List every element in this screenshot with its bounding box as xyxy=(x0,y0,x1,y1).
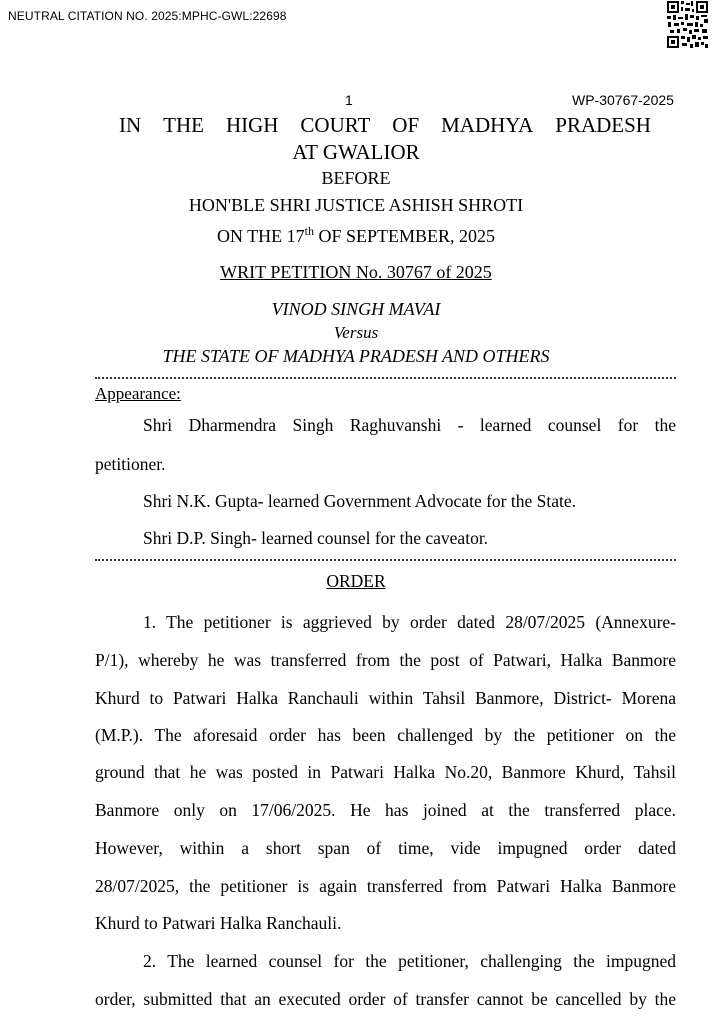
judge-name: HON'BLE SHRI JUSTICE ASHISH SHROTI xyxy=(188,195,524,215)
court-title xyxy=(119,113,651,138)
court-title-word: HIGH xyxy=(225,113,279,137)
dotted-divider xyxy=(95,377,676,379)
date-suffix: OF SEPTEMBER, 2025 xyxy=(313,226,496,246)
order-para1-line: 28/07/2025, the petitioner is again transferred from Patwari Halka Banmore xyxy=(95,876,676,896)
versus-label: Versus xyxy=(333,323,379,342)
petitioner-name: VINOD SINGH MAVAI xyxy=(271,299,441,319)
order-para1-line: Banmore only on 17/06/2025. He has joined at the transferred place. xyxy=(95,800,676,820)
petition-number: WRIT PETITION No. 30767 of 2025 xyxy=(220,262,492,282)
order-para2-line: 2. The learned counsel for the petitioner, challenging the impugned xyxy=(143,951,676,971)
order-para1-line: (M.P.). The aforesaid order has been challenged by the petitioner on the xyxy=(95,725,676,745)
appearance-counsel-petitioner: Shri Dharmendra Singh Raghuvanshi - learned counsel for the xyxy=(143,415,676,435)
order-heading: ORDER xyxy=(326,571,386,591)
dotted-divider xyxy=(95,559,676,561)
order-para2-line: order, submitted that an executed order of transfer cannot be cancelled by the xyxy=(95,989,676,1009)
hearing-date xyxy=(0,224,712,247)
before-label: BEFORE xyxy=(321,168,391,188)
court-title-word: COURT xyxy=(300,113,371,137)
court-location: AT GWALIOR xyxy=(292,140,420,164)
appearance-counsel-state: Shri N.K. Gupta- learned Government Advocate for the State. xyxy=(143,491,576,511)
appearance-counsel-petitioner-cont: petitioner. xyxy=(95,454,166,474)
neutral-citation: NEUTRAL CITATION NO. 2025:MPHC-GWL:22698 xyxy=(8,9,287,23)
order-para1-line: ground that he was posted in Patwari Halka No.20, Banmore Khurd, Tahsil xyxy=(95,762,676,782)
order-para1-line: P/1), whereby he was transferred from the post of Patwari, Halka Banmore xyxy=(95,650,676,670)
court-title-word: OF xyxy=(392,113,420,137)
page-number: 1 xyxy=(345,92,353,108)
qr-code-icon xyxy=(666,0,709,49)
date-prefix: ON THE 17 xyxy=(216,226,305,246)
order-para1-line: Khurd to Patwari Halka Ranchauli. xyxy=(95,913,342,933)
court-title-word: IN xyxy=(119,113,142,137)
order-para1-line: However, within a short span of time, vide impugned order dated xyxy=(95,838,676,858)
order-para1-line: 1. The petitioner is aggrieved by order dated 28/07/2025 (Annexure- xyxy=(143,612,676,632)
case-reference: WP-30767-2025 xyxy=(572,92,674,108)
appearance-heading: Appearance: xyxy=(95,384,181,403)
date-superscript: th xyxy=(304,224,314,238)
court-title-word: THE xyxy=(163,113,204,137)
respondent-name: THE STATE OF MADHYA PRADESH AND OTHERS xyxy=(162,346,550,366)
court-title-word: PRADESH xyxy=(555,113,651,137)
court-title-word: MADHYA xyxy=(441,113,534,137)
appearance-counsel-caveator: Shri D.P. Singh- learned counsel for the caveator. xyxy=(143,528,489,548)
order-para1-line: Khurd to Patwari Halka Ranchauli within Tahsil Banmore, District- Morena xyxy=(95,688,676,708)
